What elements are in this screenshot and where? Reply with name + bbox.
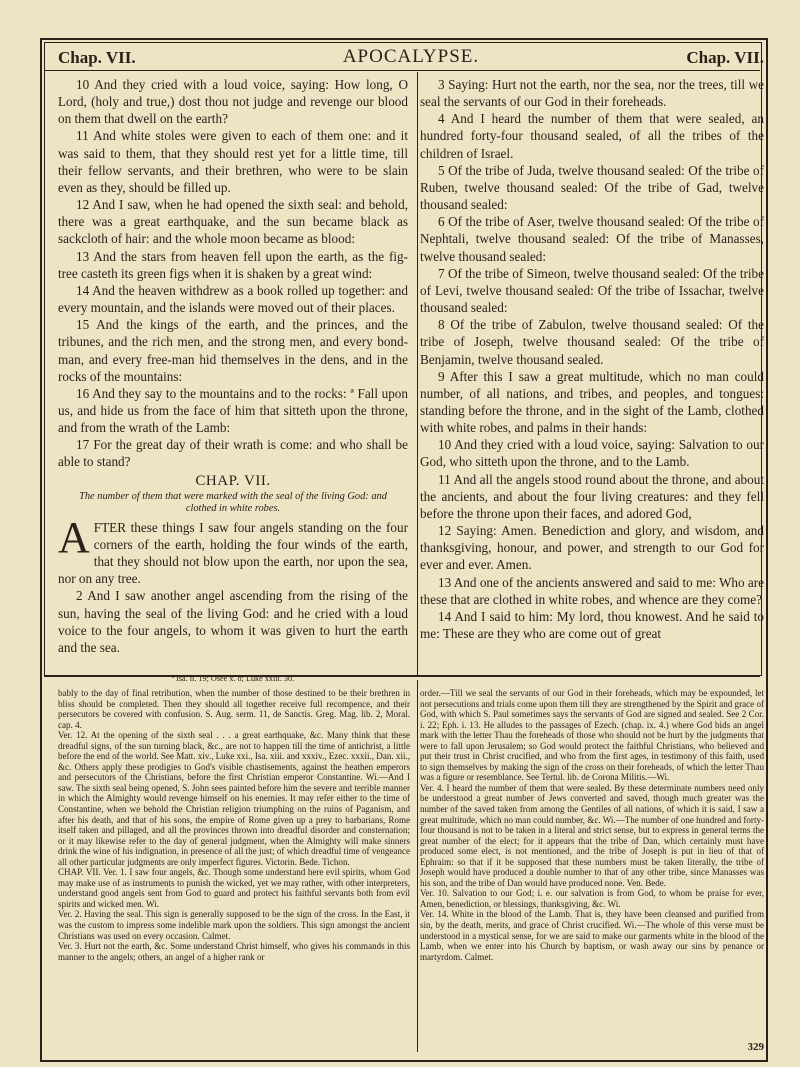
note: CHAP. VII. Ver. 1. I saw four angels, &c. Though some understand here evil spirits, whom God may make use of as instruments to punish the wicked, yet we may rather, with other interpreters, understand good angels sent from God to guard and protect his faithful servants both from evil spirits and wicked men. Wi.: [58, 867, 410, 909]
verse-7-8: 8 Of the tribe of Zabulon, twelve thousand sealed: Of the tribe of Joseph, twelve thousand sealed: Of the tribe of Benjamin, twelve thousand sealed.: [420, 317, 764, 367]
verse-7-3: 3 Saying: Hurt not the earth, nor the sea, nor the trees, till we seal the servants of our God in their foreheads.: [420, 77, 764, 110]
header-right: Chap. VII.: [686, 48, 764, 67]
note: Ver. 10. Salvation to our God; i. e. our salvation is from God, to whom be praise for ever, Amen, benediction, or blessings, thanksgiving, &c. Wi.: [420, 888, 764, 909]
left-column: [58, 76, 408, 687]
verse-7-13: 13 And one of the ancients answered and said to me: Who are these that are clothed in white robes, and whence are they come?: [420, 574, 764, 607]
note: Ver. 2. Having the seal. This sign is generally supposed to be the sign of the cross. In the East, it was the custom to impress some indelible mark upon the soldiers. This sign amongst the ancient Christians was used on every occasion. Calmet.: [58, 909, 410, 941]
note: bably to the day of final retribution, when the number of those destined to be their brethren in bliss should be completed. Then they should all together receive full recompence, and their persecutors be covered with confusion. S. Aug. serm. 11, de Sanctis. Greg. Mag. lib. 2, Moral. cap. 4.: [58, 688, 410, 730]
page-number: 329: [747, 1041, 764, 1053]
notes-column-divider: [417, 680, 418, 1052]
note: Ver. 14. White in the blood of the Lamb. That is, they have been cleansed and purified from sin, by the death, merits, and grace of Christ crucified. Wi.—The whole of this verse must be understood in a mystical sense, for we are said to make our garments white in the blood of the Lamb, when we enter into his Church by baptism, or wash away our sins by penance or martyrdom. Calmet.: [420, 909, 764, 962]
verse-7-12: 12 Saying: Amen. Benediction and glory, and wisdom, and thanksgiving, honour, and power, and strength to our God for ever and ever. Amen.: [420, 523, 764, 573]
drop-cap: A: [58, 512, 90, 562]
note: Ver. 4. I heard the number of them that were sealed. By these determinate numbers need only be understood a great number of Jews converted and saved, though much greater was the number of the saved taken from among the Gentiles of all nations, of which it is said, I saw a great multitude, which no man could number, &c. Wi.—The number of one hundred and forty-four thousand is not to be taken in a literal and strict sense, but to express in general terms the great number of the elect; for it appears that the tribe of Dan, which certainly must have produced some elect, is not mentioned, and the tribe of Joseph is put in lieu of that of Ephraim: so that if it be supposed that these numbers must be taken literally, the tribe of Joseph would have produced a double number to that of any other tribe, since Manasses was his son, and the tribe of Dan would have produced none. Ven. Bede.: [420, 782, 764, 888]
verse-6-13: 13 And the stars from heaven fell upon the earth, as the fig-tree casteth its green figs when it is shaken by a great wind:: [58, 248, 408, 281]
chapter-title: CHAP. VII.: [195, 472, 271, 489]
right-column: [420, 76, 764, 642]
verse-7-4: 4 And I heard the number of them that were sealed, an hundred forty-four thousand sealed, of all the tribes of the children of Israel.: [420, 111, 764, 161]
verse-7-10: 10 And they cried with a loud voice, saying: Salvation to our God, who sitteth upon the throne, and to the Lamb.: [420, 437, 764, 470]
note: Ver. 12. At the opening of the sixth seal . . . a great earthquake, &c. Many think that these dreadful signs, of the sun turning black, &c., are not to happen till the time of antichrist, a little before the end of the world. See Matt. xiv., Luke xxi., Isa. xiii. and xxxiv., Ezec. xxxii., Dan. xii., &c. Others apply these prodigies to God's visible chastisements, against the heathen emperors and persecutors of the Christians, before the first Christian emperor Constantine. Wi.—And I saw. The sixth seal being opened, S. John sees painted before him the severe and terrible manner in which the Almighty would revenge himself on his enemies. It may refer either to the time of Constantine, when we behold the Christian religion triumphing on the ruins of Paganism, and after his death, and that of his sons, the empire of Rome given up a prey to barbarians, Rome itself taken and pillaged, and all the provinces thrown into dreadful disorder and consternation; or it may likewise refer to the day of general judgment, when the Almighty will make sinners drink the wine of his indignation, in presence of all the just; of which dreadful time of vengeance all other particular judgments are only imperfect figures. Victorin. Bede. Tichon.: [58, 730, 410, 867]
verse-7-9: 9 After this I saw a great multitude, which no man could number, of all nations, and tribes, and peoples, and tongues: standing before the throne, and in the sight of the Lamb, clothed with white robes, and palms in their hands:: [420, 368, 764, 436]
verse-6-15: 15 And the kings of the earth, and the princes, and the tribunes, and the rich men, and the strong men, and every bond-man, and every free-man hid themselves in the dens, and in the rocks of the mountains:: [58, 317, 408, 384]
verse-6-16: 16 And they say to the mountains and to the rocks: ª Fall upon us, and hide us from the face of him that sitteth upon the throne, and from the wrath of the Lamb:: [58, 385, 408, 436]
verse-6-12: 12 And I saw, when he had opened the sixth seal: and behold, there was a great earthquake, and the sun became black as sackcloth of hair: and the whole moon became as blood:: [58, 197, 408, 247]
verse-7-1-text: FTER these things I saw four angels standing on the four corners of the earth, holding the four winds of the earth, that they should not blow upon the earth, nor upon the sea, nor on any tree.: [58, 519, 408, 587]
verse-6-11: 11 And white stoles were given to each of them one: and it was said to them, that they should rest yet for a little time, till their fellow servants, and their brethren, who were to be slain even as they, should be filled up.: [58, 128, 408, 195]
header-left: Chap. VII.: [58, 48, 136, 67]
cross-reference: ª Isa. ii. 19; Osee x. 8; Luke xxiii. 30.: [171, 674, 295, 683]
verse-6-10: 10 And they cried with a loud voice, saying: How long, O Lord, (holy and true,) dost thou not judge and revenge our blood on them that dwell on the earth?: [58, 77, 408, 127]
header-title: APOCALYPSE.: [342, 46, 480, 67]
verse-7-7: 7 Of the tribe of Simeon, twelve thousand sealed: Of the tribe of Levi, twelve thousand sealed: Of the tribe of Issachar, twelve thousand sealed:: [420, 265, 764, 316]
notes-left-column: [58, 688, 410, 962]
column-divider: [417, 72, 418, 677]
verse-7-2: 2 And I saw another angel ascending from the rising of the sun, having the seal of the living God: and he cried with a loud voice to the four angels, to whom it was given to hurt the earth and the sea.: [58, 588, 408, 655]
verse-7-1: [58, 512, 408, 588]
chapter-summary: The number of them that were marked with the seal of the living God: and clothed in white robes.: [79, 490, 387, 514]
verse-7-6: 6 Of the tribe of Aser, twelve thousand sealed: Of the tribe of Nephtali, twelve thousand sealed: Of the tribe of Manasses, twelve thousand sealed:: [420, 214, 764, 264]
verse-7-5: 5 Of the tribe of Juda, twelve thousand sealed: Of the tribe of Ruben, twelve thousand sealed: Of the tribe of Gad, twelve thousand sealed:: [420, 162, 764, 213]
notes-right-column: [420, 688, 764, 962]
note: Ver. 3. Hurt not the earth, &c. Some understand Christ himself, who gives his commands in this manner to the angels; others, an angel of a higher rank or: [58, 941, 410, 962]
verse-7-14: 14 And I said to him: My lord, thou knowest. And he said to me: These are they who are come out of great: [420, 608, 764, 641]
note: order.—Till we seal the servants of our God in their foreheads, which may be expounded, let not persecutions and trials come upon them till they are strengthened by the Spirit and grace of God, with which S. Paul sometimes says the servants of God are signed and sealed. See 2 Cor. i. 22; Eph. i. 13. He alludes to the passages of Ezech. (chap. ix. 4.) where God bids an angel mark with the letter Thau the foreheads of those who should not be hurt by the judgments that were to fall upon Jerusalem; so God would protect the faithful Christians, who believed and put their trust in Christ crucified, and who from the first ages, in testimony of this faith, used to sign themselves by making the sign of the cross on their foreheads, of which the letter Thau was a figure or resemblance. See Tertul. lib. de Corona Militis.—Wi.: [420, 688, 764, 783]
verse-6-14: 14 And the heaven withdrew as a book rolled up together: and every mountain, and the islands were moved out of their places.: [58, 282, 408, 316]
verse-7-11: 11 And all the angels stood round about the throne, and about the ancients, and about the four living creatures: and they fell before the throne upon their faces, and adored God,: [420, 471, 764, 521]
header-rule: [44, 70, 760, 71]
verse-6-17: 17 For the great day of their wrath is come: and who shall be able to stand?: [58, 437, 408, 470]
